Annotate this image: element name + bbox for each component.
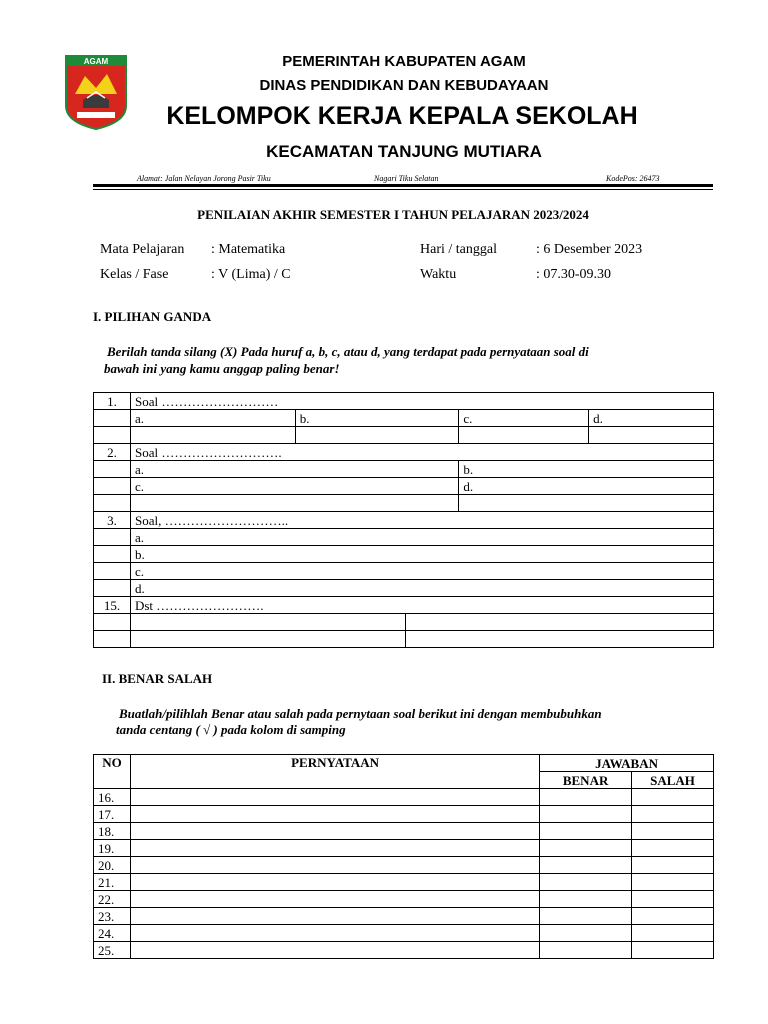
table-row [94,427,714,444]
row-number: 23. [94,908,131,925]
header-rule-thin [93,189,713,190]
option-c: c. [459,410,589,427]
section2-instruction-line1: Buatlah/pilihlah Benar atau salah pada pernytaan soal berikut ini dengan membubuhkan [119,706,602,721]
question-number: 2. [94,444,131,461]
multiple-choice-table [93,392,714,648]
row-number: 19. [94,840,131,857]
row-number: 18. [94,823,131,840]
option-d: d. [589,410,714,427]
column-header-answer: JAWABAN [540,755,714,772]
table-row [94,478,714,495]
header-rule-thick [93,184,713,187]
day-value: : 6 Desember 2023 [536,242,643,257]
svg-text:AGAM: AGAM [83,57,109,66]
table-row [94,597,714,614]
option-c: c. [130,563,713,580]
option-b: b. [130,546,713,563]
true-false-table [93,754,714,959]
row-number: 20. [94,857,131,874]
row-number: 16. [94,789,131,806]
question-text: Soal ……………………… [130,393,713,410]
table-row [94,631,714,648]
table-row [94,874,714,891]
section1-instruction-line2: bawah ini yang kamu anggap paling benar! [104,361,340,376]
table-row [94,891,714,908]
table-row [94,580,714,597]
subject-value: : Matematika [211,242,286,257]
table-row [94,410,714,427]
column-header-true: BENAR [540,772,632,789]
column-header-statement: PERNYATAAN [130,755,539,789]
question-text: Dst ……………………. [130,597,713,614]
option-a: a. [130,461,458,478]
section1-instruction-line1: Berilah tanda silang (X) Pada huruf a, b, c, atau d, yang terdapat pada pernyataan soal di [107,344,589,359]
question-number: 3. [94,512,131,529]
option-a: a. [130,410,295,427]
table-row [94,942,714,959]
table-row [94,393,714,410]
header-organization: KELOMPOK KERJA KEPALA SEKOLAH [166,102,638,130]
table-header-row [94,755,714,772]
row-number: 24. [94,925,131,942]
address-text: Alamat: Jalan Nelayan Jorong Pasir Tiku [137,174,271,183]
table-row [94,806,714,823]
table-row [94,512,714,529]
table-row [94,925,714,942]
section-multiple-choice-title: I. PILIHAN GANDA [93,309,212,324]
table-row [94,908,714,925]
table-row [94,495,714,512]
question-text: Soal ………………………. [130,444,713,461]
row-number: 25. [94,942,131,959]
question-text: Soal, ……………………….. [130,512,713,529]
class-value: : V (Lima) / C [211,267,291,282]
row-number: 17. [94,806,131,823]
question-number: 1. [94,393,131,410]
table-row [94,857,714,874]
table-row [94,444,714,461]
option-d: d. [130,580,713,597]
section-true-false-title: II. BENAR SALAH [102,671,213,686]
table-row [94,546,714,563]
header-government: PEMERINTAH KABUPATEN AGAM [282,53,526,70]
nagari-text: Nagari Tiku Selatan [374,174,439,183]
table-row [94,789,714,806]
option-b: b. [459,461,714,478]
table-row [94,823,714,840]
table-row [94,614,714,631]
row-number: 21. [94,874,131,891]
postal-code-text: KodePos: 26473 [606,174,660,183]
class-label: Kelas / Fase [100,267,169,282]
column-header-no: NO [94,755,131,789]
table-row [94,461,714,478]
option-b: b. [295,410,459,427]
option-c: c. [130,478,458,495]
exam-title: PENILAIAN AKHIR SEMESTER I TAHUN PELAJARAN 2023/2024 [197,207,589,222]
day-label: Hari / tanggal [420,242,497,257]
table-row [94,529,714,546]
question-number: 15. [94,597,131,614]
table-row [94,563,714,580]
column-header-false: SALAH [632,772,714,789]
section2-instruction-line2: tanda centang ( √ ) pada kolom di samping [116,722,346,737]
table-row [94,840,714,857]
header-department: DINAS PENDIDIKAN DAN KEBUDAYAAN [259,77,549,94]
option-a: a. [130,529,713,546]
time-value: : 07.30-09.30 [536,267,612,282]
header-district: KECAMATAN TANJUNG MUTIARA [266,142,542,161]
subject-label: Mata Pelajaran [100,242,185,257]
row-number: 22. [94,891,131,908]
time-label: Waktu [420,267,457,282]
option-d: d. [459,478,714,495]
